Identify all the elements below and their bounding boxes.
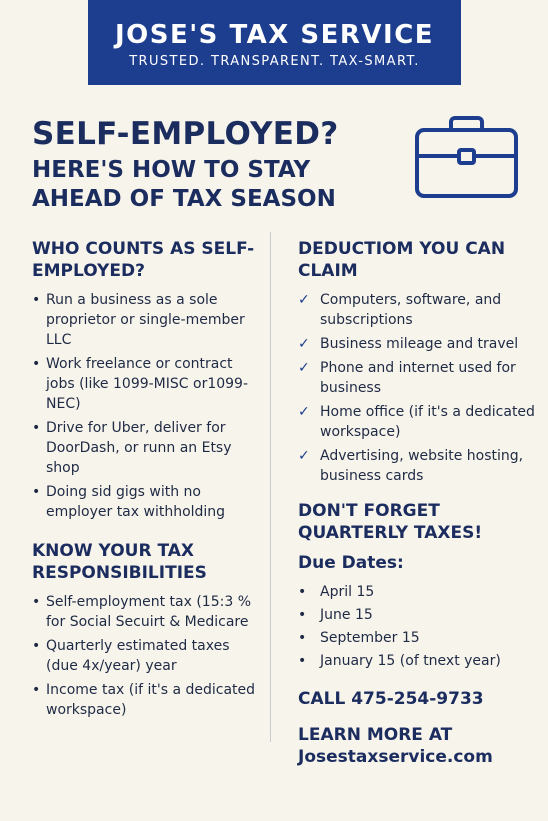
list-item-text: June 15 [320,607,373,623]
list-item-text: Work freelance or contract jobs (like 1099-MISC or1099-NEC) [46,356,249,412]
deduction-list [298,290,538,486]
bullet-icon: • [32,484,41,500]
list-item [298,628,538,648]
list-item [32,354,264,414]
right-column [298,238,538,768]
bullet-icon: • [298,653,307,669]
who-list [32,290,264,522]
list-item-text: Doing sid gigs with no employer tax withholding [46,484,226,520]
bullet-icon: • [32,420,41,436]
list-item [298,446,538,486]
list-item-text: Business mileage and travel [320,336,519,352]
list-item-text: Home office (if it's a dedicated workspace) [320,404,535,440]
list-item [298,358,538,398]
bullet-icon: • [32,638,41,654]
list-item-text: Drive for Uber, deliver for DoorDash, or runn an Etsy shop [46,420,232,476]
bullet-icon: • [32,682,41,698]
brand-name: JOSE'S TAX SERVICE [114,20,435,50]
checkmark-icon: ✓ [298,336,310,352]
due-dates-list [298,582,538,671]
list-item [298,402,538,442]
page-subtitle: HERE'S HOW TO STAY AHEAD OF TAX SEASON [32,157,336,212]
call-phone[interactable]: CALL 475-254-9733 [298,689,484,709]
list-item-text: Income tax (if it's a dedicated workspace) [46,682,256,718]
list-item [298,334,538,354]
who-heading: WHO COUNTS AS SELF-EMPLOYED? [32,239,255,281]
bullet-icon: • [32,292,41,308]
checkmark-icon: ✓ [298,404,310,420]
list-item-text: Advertising, website hosting, business cards [320,448,524,484]
list-item-text: Quarterly estimated taxes (due 4x/year) year [46,638,230,674]
bullet-icon: • [298,584,307,600]
left-column [32,238,264,724]
brand-tagline: TRUSTED. TRANSPARENT. TAX-SMART. [129,54,420,69]
header-banner [88,0,461,85]
quarterly-heading: DON'T FORGET QUARTERLY TAXES! [298,501,483,543]
list-item [32,592,264,632]
list-item-text: Computers, software, and subscriptions [320,292,502,328]
know-heading: KNOW YOUR TAX RESPONSIBILITIES [32,541,207,583]
list-item [32,290,264,350]
list-item [298,651,538,671]
list-item [32,418,264,478]
checkmark-icon: ✓ [298,292,310,308]
checkmark-icon: ✓ [298,360,310,376]
list-item [32,482,264,522]
list-item [32,680,264,720]
page-title: SELF-EMPLOYED? [32,116,339,152]
briefcase-icon [413,112,520,202]
bullet-icon: • [298,630,307,646]
column-divider [270,232,271,742]
list-item-text: Self-employment tax (15:3 % for Social Secuirt & Medicare [46,594,252,630]
list-item-text: Phone and internet used for business [320,360,516,396]
checkmark-icon: ✓ [298,448,310,464]
website-link[interactable]: Josestaxservice.com [298,747,493,767]
learn-more-label: LEARN MORE AT [298,725,453,745]
due-dates-label: Due Dates: [298,553,404,573]
list-item [32,636,264,676]
bullet-icon: • [32,356,41,372]
list-item [298,582,538,602]
list-item-text: September 15 [320,630,420,646]
bullet-icon: • [32,594,41,610]
bullet-icon: • [298,607,307,623]
know-list [32,592,264,720]
list-item-text: Run a business as a sole proprietor or single-member LLC [46,292,245,348]
list-item-text: April 15 [320,584,375,600]
deduction-heading: DEDUCTIOM YOU CAN CLAIM [298,239,506,281]
list-item [298,605,538,625]
list-item [298,290,538,330]
list-item-text: January 15 (of tnext year) [320,653,501,669]
